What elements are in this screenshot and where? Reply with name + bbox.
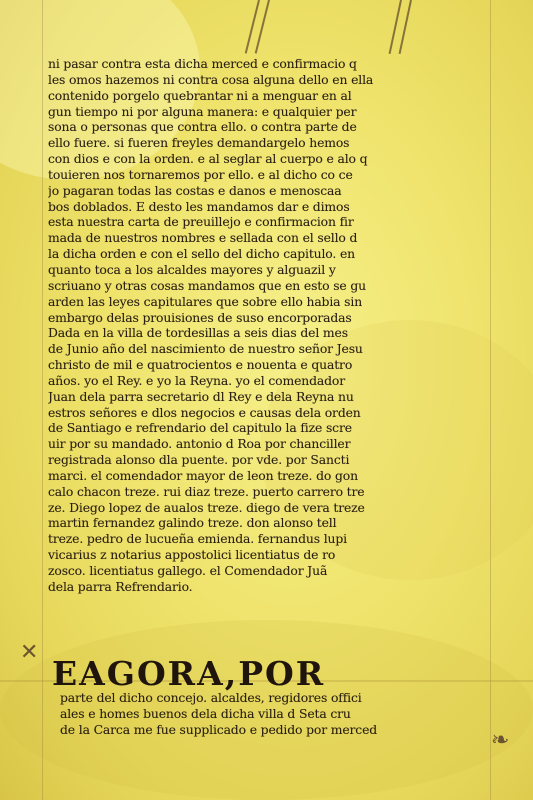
- text-line: jo pagaran todas las costas e danos e menoscaa: [48, 182, 342, 198]
- text-line: uir por su mandado. antonio d Roa por chanciller: [48, 436, 351, 452]
- text-line: ello fuere. si fueren freyles demandargelo hemos: [48, 135, 350, 151]
- continuation-text-block: [60, 690, 490, 738]
- text-line: parte del dicho concejo. alcaldes, regidores offici: [60, 690, 362, 705]
- text-line: ni pasar contra esta dicha merced e confirmacio q: [48, 56, 357, 71]
- text-line: sona o personas que contra ello. o contra parte de: [48, 119, 357, 135]
- text-line: scriuano y otras cosas mandamos que en esto se gu: [48, 277, 366, 293]
- text-line: de Junio año del nascimiento de nuestro señor Jesu: [48, 341, 363, 357]
- text-line: zosco. licentiatus gallego. el Comendador Juã: [48, 563, 328, 578]
- text-line: arden las leyes capitulares que sobre ello habia sin: [48, 293, 363, 309]
- text-line: Juan dela parra secretario dl Rey e dela Reyna nu: [48, 388, 354, 404]
- text-line: touieren nos tornaremos por ello. e al dicho co ce: [48, 166, 353, 182]
- text-line: les omos hazemos ni contra cosa alguna dello en ella: [48, 71, 374, 87]
- text-line: embargo delas prouisiones de suso encorporadas: [48, 309, 352, 325]
- text-line: la dicha orden e con el sello del dicho capitulo. en: [48, 246, 355, 262]
- text-line: mada de nuestros nombres e sellada con el sello d: [48, 230, 358, 246]
- text-line: christo de mil e quatrocientos e nouenta e quatro: [48, 357, 353, 373]
- text-line: registrada alonso dla puente. por vde. por Sancti: [48, 452, 350, 468]
- text-line: quanto toca a los alcaldes mayores y alguazil y: [48, 261, 336, 277]
- text-line: con dios e con la orden. e al seglar al cuerpo e alo q: [48, 151, 368, 167]
- text-line: vicarius z notarius appostolici licentiatus de ro: [48, 547, 336, 563]
- text-line: esta nuestra carta de preuillejo e confirmacion fir: [48, 214, 354, 230]
- text-line: Dada en la villa de tordesillas a seis dias del mes: [48, 325, 348, 341]
- text-line: de Santiago e refrendario del capitulo la fize scre: [48, 420, 352, 436]
- display-heading: EAGORA,POR: [52, 654, 326, 693]
- text-line: ales e homes buenos dela dicha villa d Seta cru: [60, 705, 351, 721]
- text-line: marci. el comendador mayor de leon treze. do gon: [48, 467, 358, 483]
- text-line: bos doblados. E desto les mandamos dar e dimos: [48, 198, 350, 214]
- main-text-block: [48, 56, 488, 595]
- text-line: contenido porgelo quebrantar ni a menguar en al: [48, 87, 352, 103]
- text-line: años. yo el Rey. e yo la Reyna. yo el comendador: [48, 372, 345, 388]
- margin-flourish-mark: ❧: [491, 728, 510, 753]
- text-line: ze. Diego lopez de aualos treze. diego de vera treze: [48, 499, 365, 515]
- text-line: de la Carca me fue supplicado e pedido por merced: [60, 721, 378, 737]
- text-line: calo chacon treze. rui diaz treze. puerto carrero tre: [48, 483, 365, 499]
- text-line: martin fernandez galindo treze. don alonso tell: [48, 515, 337, 531]
- text-line: estros señores e dlos negocios e causas dela orden: [48, 404, 361, 420]
- margin-cross-mark: ✕: [20, 640, 39, 665]
- text-line: dela parra Refrendario.: [48, 578, 193, 594]
- text-line: gun tiempo ni por alguna manera: e qualquier per: [48, 103, 357, 119]
- text-line: treze. pedro de lucueña emienda. fernandus lupi: [48, 531, 347, 547]
- decorative-stroke: [399, 0, 412, 54]
